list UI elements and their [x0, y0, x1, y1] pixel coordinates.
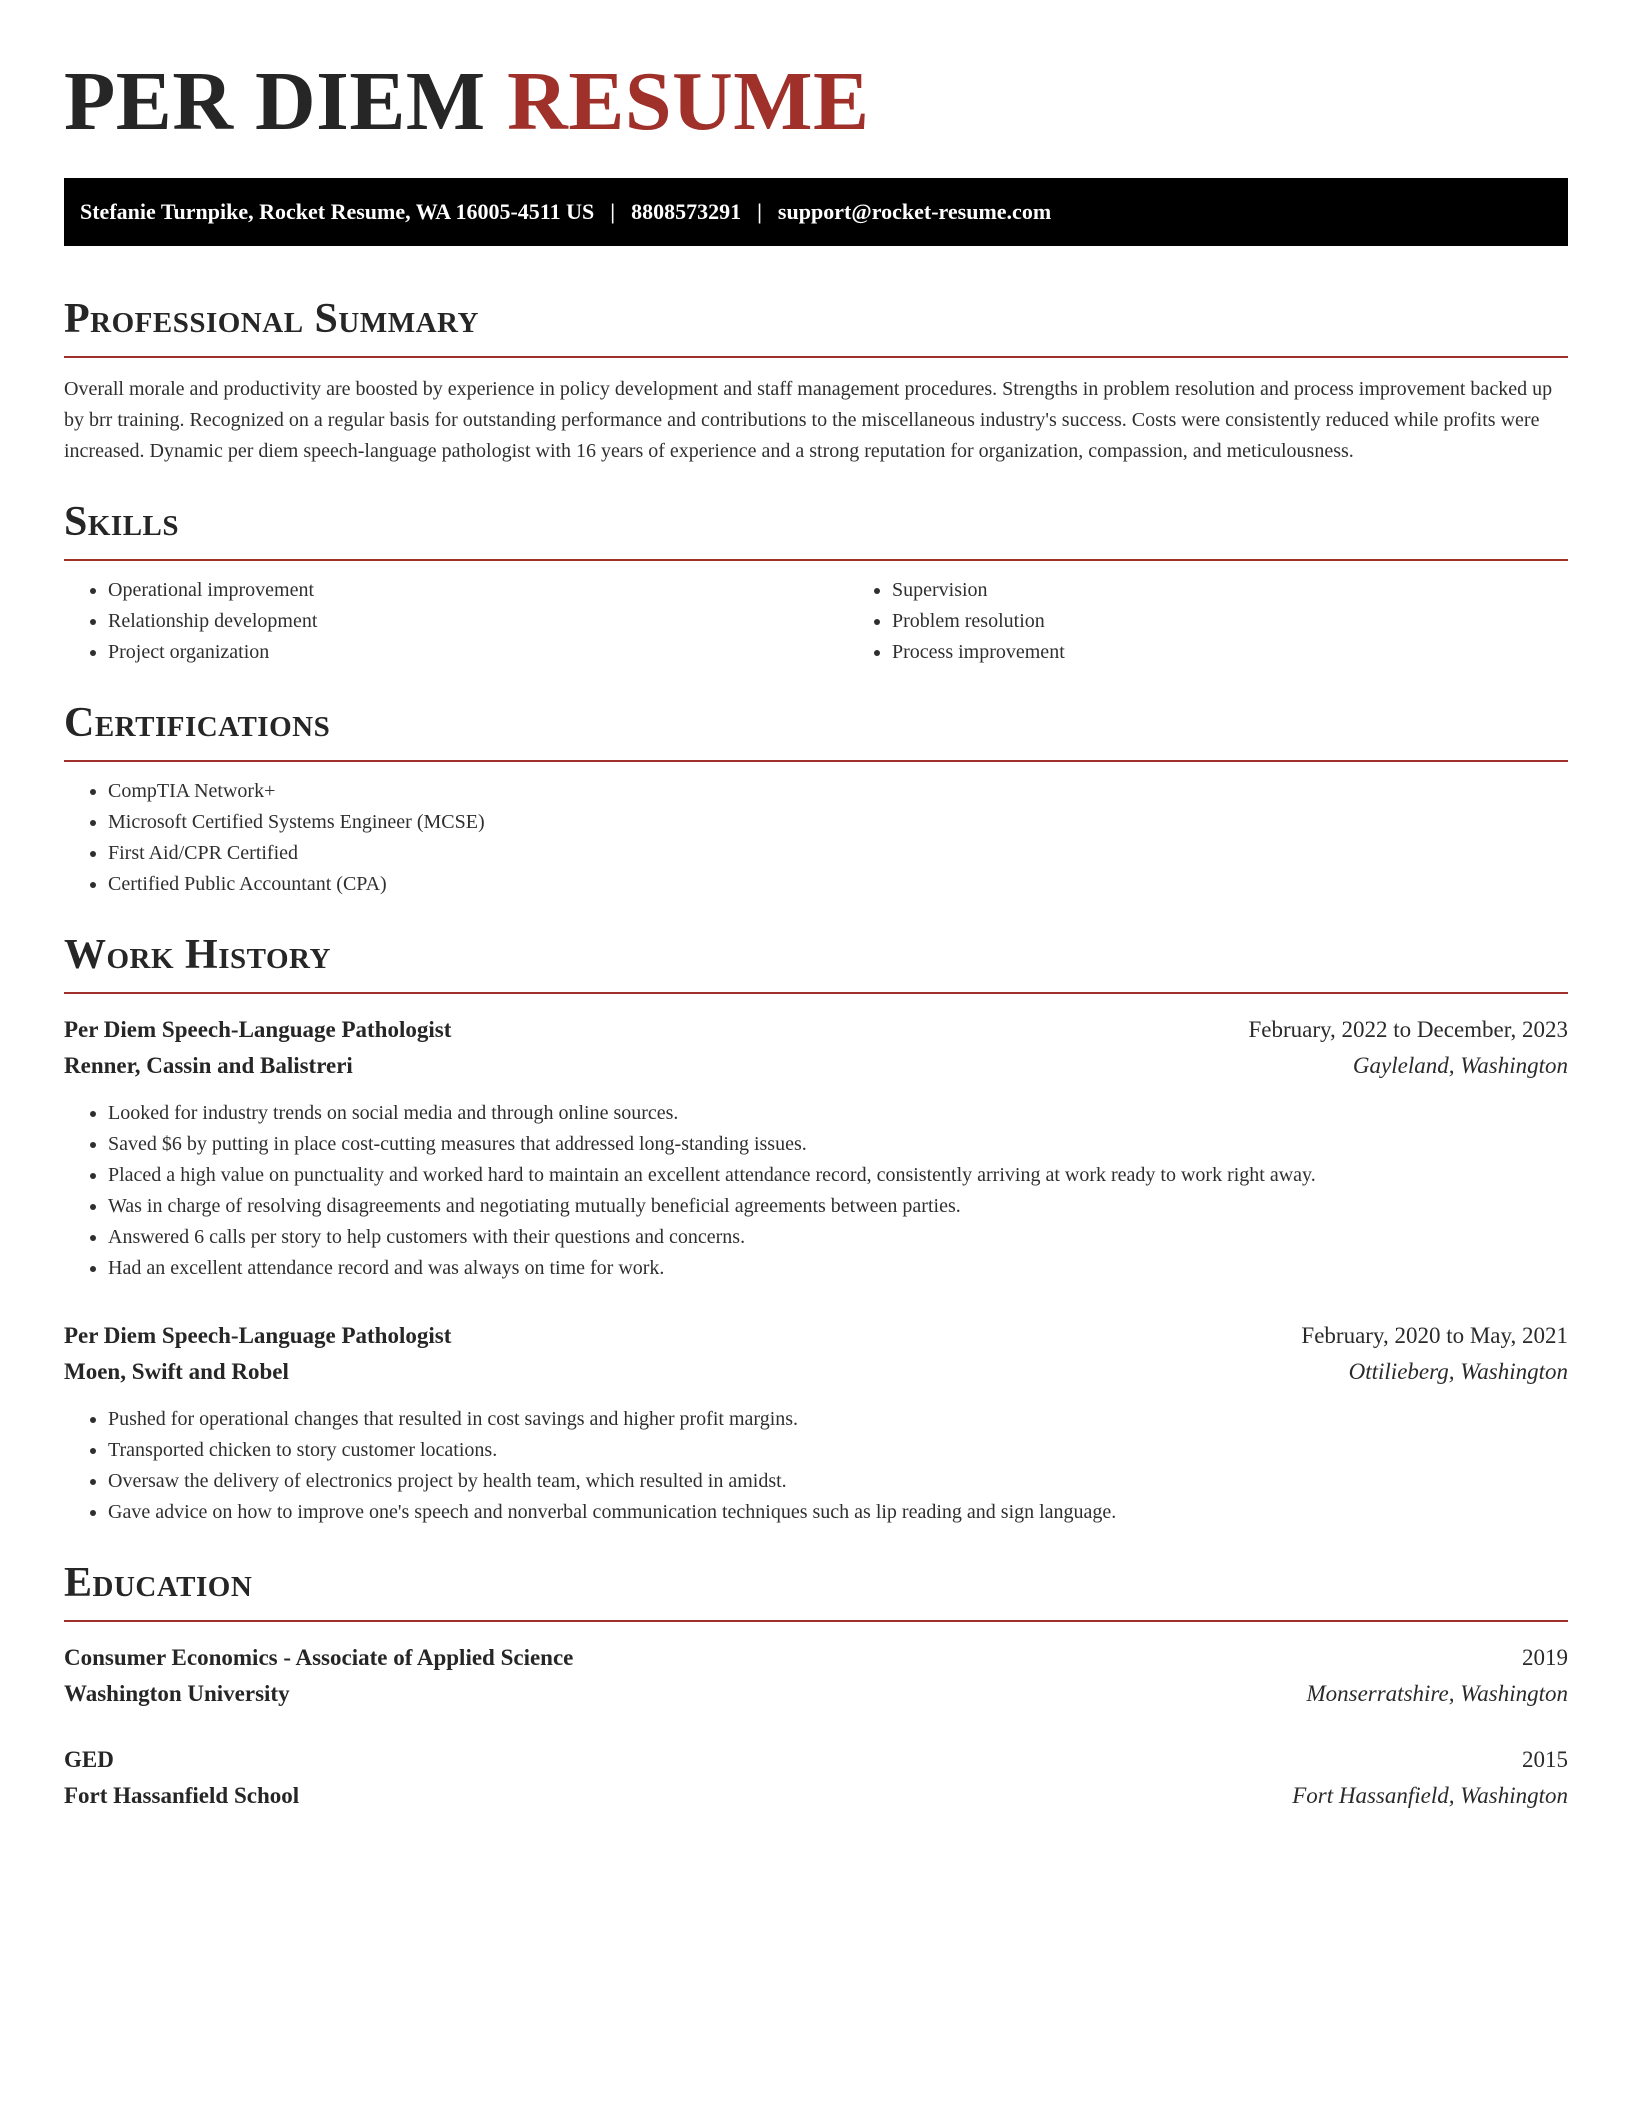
certifications-section — [64, 698, 1568, 900]
contact-address: Stefanie Turnpike, Rocket Resume, WA 16005-4511 US — [80, 199, 595, 224]
contact-separator: | — [610, 199, 616, 224]
work-history-heading: Work History — [64, 932, 331, 978]
certifications-list — [64, 776, 1568, 900]
job-location: Gayleland, Washington — [1352, 1053, 1568, 1078]
education-degree-row — [64, 1640, 1568, 1676]
education-year: 2015 — [1522, 1747, 1568, 1772]
summary-text: Overall morale and productivity are boosted by experience in policy development and staff management procedures. Strengths in problem resolution and process improvement backed up by brr training. Recognized on a regular basis for outstanding performance and contributions to the miscellaneous industry's success. Costs were consistently reduced while profits were increased. Dynamic per diem speech-language pathologist with 16 years of experience and a strong reputation for organization, compassion, and meticulousness. — [64, 378, 1553, 462]
education-school-row — [64, 1676, 1568, 1712]
job-entry — [64, 1318, 1568, 1528]
skill-item: • Supervision — [892, 575, 1632, 606]
skill-item: • Process improvement — [892, 637, 1632, 668]
job-company: Renner, Cassin and Balistreri — [64, 1053, 353, 1078]
skills-heading: Skills — [64, 499, 180, 545]
education-school: Fort Hassanfield School — [64, 1783, 300, 1808]
education-entry — [64, 1640, 1568, 1712]
education-degree-row — [64, 1742, 1568, 1778]
skills-list-left — [64, 575, 848, 668]
skills-list-right — [848, 575, 1632, 668]
education-location: Fort Hassanfield, Washington — [1292, 1783, 1568, 1808]
section-divider — [64, 1620, 1568, 1622]
job-bullets — [64, 1098, 1568, 1284]
education-location: Monserratshire, Washington — [1306, 1681, 1568, 1706]
work-history-section — [64, 930, 1568, 1528]
job-bullet: • Had an excellent attendance record and was always on time for work. — [108, 1253, 1568, 1284]
skill-item: • Relationship development — [108, 606, 848, 637]
summary-section — [64, 294, 1568, 467]
job-bullet: • Looked for industry trends on social media and through online sources. — [108, 1098, 1568, 1129]
job-title-row — [64, 1012, 1568, 1048]
education-degree: GED — [64, 1747, 114, 1772]
contact-phone: 8808573291 — [631, 199, 742, 224]
education-year: 2019 — [1522, 1645, 1568, 1670]
job-location: Ottilieberg, Washington — [1348, 1359, 1568, 1384]
education-degree: Consumer Economics - Associate of Applied Science — [64, 1645, 574, 1670]
job-bullet: • Transported chicken to story customer locations. — [108, 1435, 1568, 1466]
job-company-row — [64, 1048, 1568, 1084]
education-school: Washington University — [64, 1681, 290, 1706]
certification-item: • Microsoft Certified Systems Engineer (MCSE) — [108, 807, 1568, 838]
job-title: Per Diem Speech-Language Pathologist — [64, 1017, 452, 1042]
title-main: PER DIEM — [64, 55, 486, 148]
job-title: Per Diem Speech-Language Pathologist — [64, 1323, 452, 1348]
certification-item: • First Aid/CPR Certified — [108, 838, 1568, 869]
contact-email: support@rocket-resume.com — [777, 199, 1052, 224]
education-section — [64, 1558, 1568, 1814]
education-school-row — [64, 1778, 1568, 1814]
job-company-row — [64, 1354, 1568, 1390]
skill-item: • Operational improvement — [108, 575, 848, 606]
section-divider — [64, 559, 1568, 561]
education-entry — [64, 1742, 1568, 1814]
skill-item: • Problem resolution — [892, 606, 1632, 637]
contact-bar — [64, 178, 1568, 246]
job-bullet: • Gave advice on how to improve one's speech and nonverbal communication techniques such as lip reading and sign language. — [108, 1497, 1568, 1528]
skill-item: • Project organization — [108, 637, 848, 668]
job-bullets — [64, 1404, 1568, 1528]
job-company: Moen, Swift and Robel — [64, 1359, 289, 1384]
summary-heading: Professional Summary — [64, 296, 479, 342]
skills-grid — [64, 575, 1568, 668]
job-dates: February, 2020 to May, 2021 — [1301, 1323, 1568, 1348]
job-bullet: • Pushed for operational changes that resulted in cost savings and higher profit margins. — [108, 1404, 1568, 1435]
job-title-row — [64, 1318, 1568, 1354]
job-bullet: • Answered 6 calls per story to help customers with their questions and concerns. — [108, 1222, 1568, 1253]
education-heading: Education — [64, 1560, 253, 1606]
job-bullet: • Saved $6 by putting in place cost-cutting measures that addressed long-standing issues. — [108, 1129, 1568, 1160]
certification-item: • Certified Public Accountant (CPA) — [108, 869, 1568, 900]
job-dates: February, 2022 to December, 2023 — [1248, 1017, 1568, 1042]
job-bullet: • Oversaw the delivery of electronics project by health team, which resulted in amidst. — [108, 1466, 1568, 1497]
section-divider — [64, 356, 1568, 358]
job-entry — [64, 1012, 1568, 1284]
job-bullet: • Placed a high value on punctuality and worked hard to maintain an excellent attendance record, consistently arriving at work ready to work right away. — [108, 1160, 1568, 1191]
certifications-heading: Certifications — [64, 700, 331, 746]
section-divider — [64, 760, 1568, 762]
contact-separator: | — [757, 199, 762, 224]
section-divider — [64, 992, 1568, 994]
job-bullet: • Was in charge of resolving disagreements and negotiating mutually beneficial agreements between parties. — [108, 1191, 1568, 1222]
certification-item: • CompTIA Network+ — [108, 776, 1568, 807]
skills-section — [64, 497, 1568, 668]
title-accent: RESUME — [507, 55, 870, 148]
resume-title — [64, 52, 1568, 152]
